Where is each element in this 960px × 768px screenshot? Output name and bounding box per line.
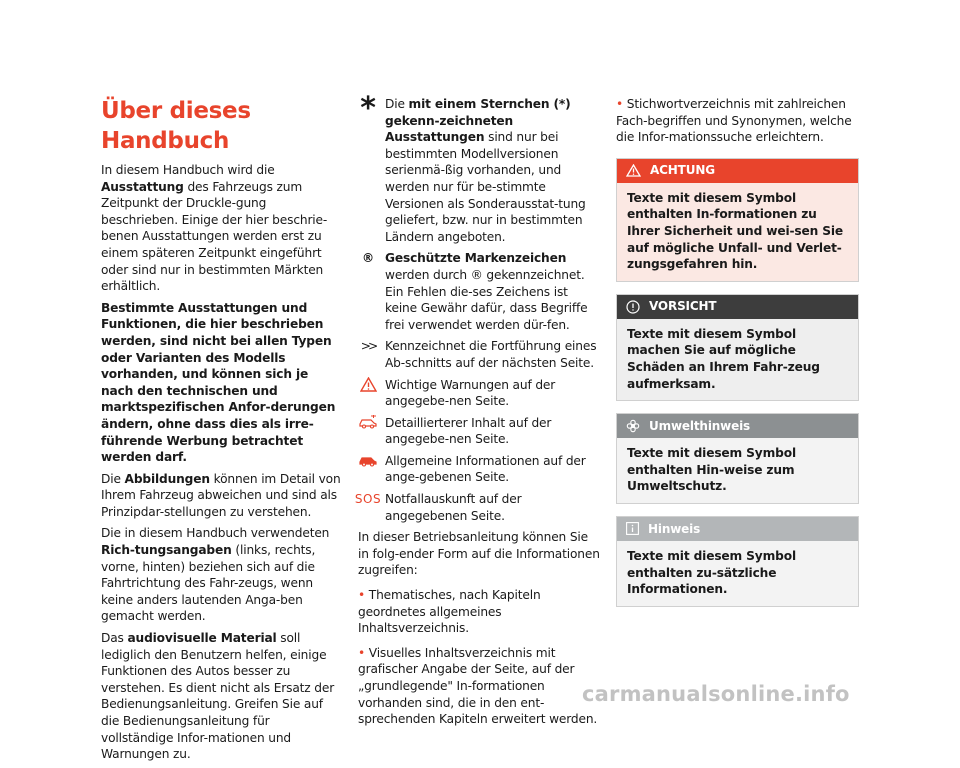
umwelthinweis-text: Texte mit diesem Symbol enthalten Hin-weise zum Umweltschutz. (617, 438, 858, 503)
bullet-icon: • (616, 97, 624, 111)
legend-warning: Wichtige Warnungen auf der angegebe-nen Seite. (358, 377, 601, 410)
car-info-icon (358, 453, 378, 467)
legend-general: Allgemeine Informationen auf der ange-gebenen Seite. (358, 453, 601, 486)
paragraph-ausstattung: In diesem Handbuch wird die Ausstattung des Fahrzeugs zum Zeitpunkt der Druckle-gung beschrieben. Einige der hier beschrie-benen Ausstattungen werden erst zu einem späteren Zeitpunkt eingeführt oder sind nur in bestimmten Märkten erhältlich. (101, 163, 328, 294)
bullet-icon: • (358, 645, 366, 660)
list-item: • Visuelles Inhaltsverzeichnis mit grafischer Angabe der Seite, auf der „grundlegende" In-formationen vorhanden sind, die in den ent-sprechenden Kapiteln erweitert werden. (358, 645, 598, 727)
hinweis-box (616, 516, 859, 607)
vorsicht-box (616, 294, 859, 401)
access-intro: In dieser Betriebsanleitung können Sie in folg-ender Form auf die Informationen zugreifen: (358, 530, 600, 578)
car-detail-icon (358, 415, 378, 429)
legend-star: * Die mit einem Sternchen (*) gekenn-zeichneten Ausstattungen sind nur bei bestimmten Modellversionen serienmä-ßig vorhanden, und werden nur für be-stimmte Versionen als Sonderausstat-tung geliefert, bzw. nur in bestimmten Ländern angeboten. (358, 96, 601, 245)
vorsicht-header: VORSICHT (617, 295, 858, 319)
paragraph-richtungsangaben: Die in diesem Handbuch verwendeten Rich-tungsangaben (links, rechts, vorne, hinten) beziehen sich auf die Fahrtrichtung des Fahr-zeugs, wenn keine anders lautenden Anga-ben gemacht werden. (101, 526, 330, 624)
info-icon (626, 522, 639, 535)
watermark: carmanualsonline.info (582, 682, 850, 706)
umwelthinweis-box (616, 413, 859, 504)
legend-sos: SOS Notfallauskunft auf der angegebenen Seite. (354, 492, 522, 523)
warning-triangle-icon (626, 164, 641, 177)
registered-icon: ® (361, 251, 375, 266)
paragraph-audiovisuell: Das audiovisuelle Material soll lediglich den Benutzern helfen, einige Funktionen des Autos besser zu verstehen. Es dient nicht als Ersatz der Bedienungsanleitung. Greifen Sie auf die Bedienungsanleitung für vollständige Infor-mationen und Warnungen zu. (101, 631, 335, 762)
page-title: Über dieses Handbuch (101, 98, 251, 154)
bullet-icon: • (358, 588, 366, 603)
vorsicht-text: Texte mit diesem Symbol machen Sie auf mögliche Schäden an Ihrem Fahr-zeug aufmerksam. (617, 319, 858, 400)
double-chevron-icon: >> (360, 339, 376, 354)
paragraph-abbildungen: Die Abbildungen können im Detail von Ihrem Fahrzeug abweichen und sind als Prinzipdar-stellungen zu verstehen. (101, 471, 341, 519)
paragraph-bold-notice: Bestimmte Ausstattungen und Funktionen, die hier beschrieben werden, sind nicht bei allen Typen oder Varianten des Modells vorhanden, und können sich je nach den technischen und marktspezifischen Anfor-derungen ändern, ohne dass dies als irre-führende Werbung betrachtet werden darf. (101, 300, 336, 465)
hinweis-text: Texte mit diesem Symbol enthalten zu-sätzliche Informationen. (617, 541, 858, 606)
achtung-box (616, 158, 859, 282)
hinweis-header: Hinweis (617, 517, 858, 541)
legend-detail: Detaillierterer Inhalt auf der angegebe-nen Seite. (358, 415, 601, 448)
exclamation-circle-icon (626, 300, 640, 314)
list-item: • Thematisches, nach Kapiteln geordnetes allgemeines Inhaltsverzeichnis. (358, 588, 541, 636)
asterisk-icon: * (360, 91, 376, 126)
warning-triangle-icon (358, 377, 378, 392)
column-right (616, 96, 859, 619)
legend-continue: >> Kennzeichnet die Fortführung eines Ab-schnitts auf der nächsten Seite. (358, 338, 601, 371)
flower-icon (626, 419, 640, 433)
list-item: • Stichwortverzeichnis mit zahlreichen Fach-begriffen und Synonymen, welche die Infor-mationssuche erleichtern. (616, 97, 852, 145)
achtung-text: Texte mit diesem Symbol enthalten In-formationen zu Ihrer Sicherheit und wei-sen Sie auf mögliche Unfall- und Verlet-zungsgefahren hin. (617, 183, 858, 281)
umwelthinweis-header: Umwelthinweis (617, 414, 858, 438)
legend-registered: ® Geschützte Markenzeichen werden durch ® gekennzeichnet. Ein Fehlen die-ses Zeichens ist keine Gewähr dafür, dass Begriffe frei verwendet werden dür-fen. (358, 250, 601, 333)
column-left (101, 96, 342, 768)
column-middle (354, 91, 601, 733)
achtung-header: ACHTUNG (617, 159, 858, 183)
sos-icon: SOS (354, 492, 382, 507)
